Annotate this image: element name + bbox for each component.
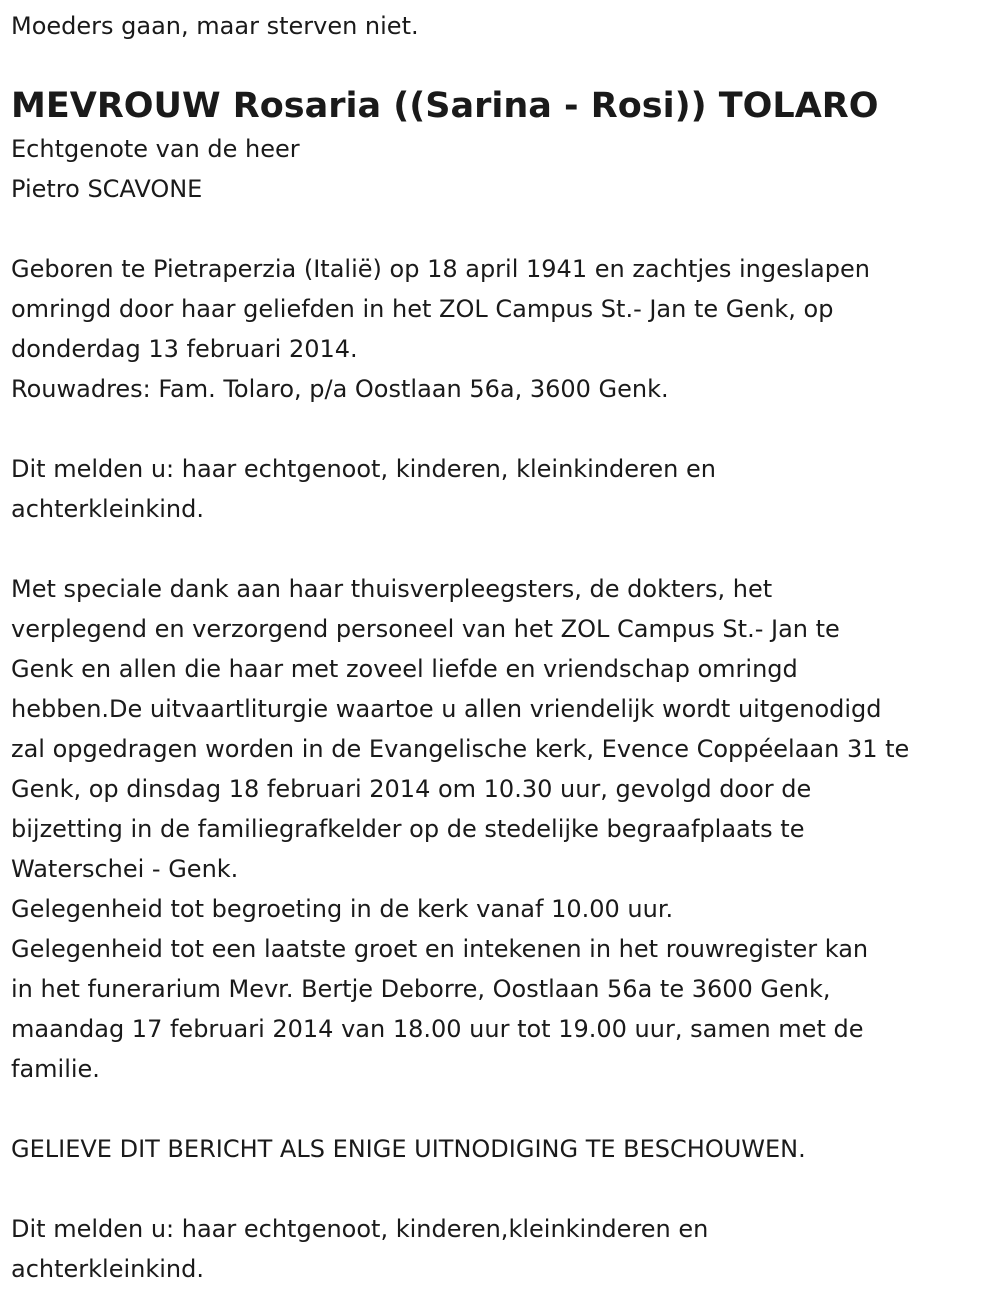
announcers-line: achterkleinkind. — [11, 1255, 205, 1283]
funeral-address: Rouwadres: Fam. Tolaro, p/a Oostlaan 56a, 3600 Genk. — [11, 375, 669, 403]
thanks-line: verplegend en verzorgend personeel van het ZOL Campus St.- Jan te — [11, 615, 840, 643]
last-greeting-line: maandag 17 februari 2014 van 18.00 uur tot 19.00 uur, samen met de — [11, 1015, 864, 1043]
birth-death-line: donderdag 13 februari 2014. — [11, 335, 358, 363]
birth-death-line: Geboren te Pietraperzia (Italië) op 18 april 1941 en zachtjes ingeslapen — [11, 255, 870, 283]
spouse-block — [11, 129, 990, 209]
opening-quote: Moeders gaan, maar sterven niet. — [11, 12, 419, 40]
invitation-notice: GELIEVE DIT BERICHT ALS ENIGE UITNODIGING TE BESCHOUWEN. — [11, 1135, 806, 1163]
thanks-line: zal opgedragen worden in de Evangelische kerk, Evence Coppéelaan 31 te — [11, 735, 910, 763]
spouse-line-2: Pietro SCAVONE — [11, 175, 203, 203]
thanks-line: Waterschei - Genk. — [11, 855, 239, 883]
announcers-line: Dit melden u: haar echtgenoot, kinderen, kleinkinderen en — [11, 455, 716, 483]
announcers-line: achterkleinkind. — [11, 495, 205, 523]
thanks-funeral-block — [11, 569, 990, 1089]
thanks-line: Met speciale dank aan haar thuisverpleegsters, de dokters, het — [11, 575, 773, 603]
deceased-name: MEVROUW Rosaria ((Sarina - Rosi)) TOLARO — [11, 86, 879, 126]
birth-death-line: omringd door haar geliefden in het ZOL Campus St.- Jan te Genk, op — [11, 295, 834, 323]
thanks-line: hebben.De uitvaartliturgie waartoe u allen vriendelijk wordt uitgenodigd — [11, 695, 882, 723]
last-greeting-line: in het funerarium Mevr. Bertje Deborre, Oostlaan 56a te 3600 Genk, — [11, 975, 831, 1003]
announcers-block-2 — [11, 1209, 990, 1289]
thanks-line: bijzetting in de familiegrafkelder op de stedelijke begraafplaats te — [11, 815, 805, 843]
last-greeting-line: Gelegenheid tot een laatste groet en intekenen in het rouwregister kan — [11, 935, 869, 963]
notice-block — [11, 1129, 990, 1169]
announcers-line: Dit melden u: haar echtgenoot, kinderen,kleinkinderen en — [11, 1215, 709, 1243]
announcers-block-1 — [11, 449, 990, 529]
church-greeting: Gelegenheid tot begroeting in de kerk vanaf 10.00 uur. — [11, 895, 674, 923]
spouse-line-1: Echtgenote van de heer — [11, 135, 300, 163]
thanks-line: Genk en allen die haar met zoveel liefde en vriendschap omringd — [11, 655, 798, 683]
thanks-line: Genk, op dinsdag 18 februari 2014 om 10.30 uur, gevolgd door de — [11, 775, 812, 803]
last-greeting-line: familie. — [11, 1055, 100, 1083]
birth-death-block — [11, 249, 990, 409]
